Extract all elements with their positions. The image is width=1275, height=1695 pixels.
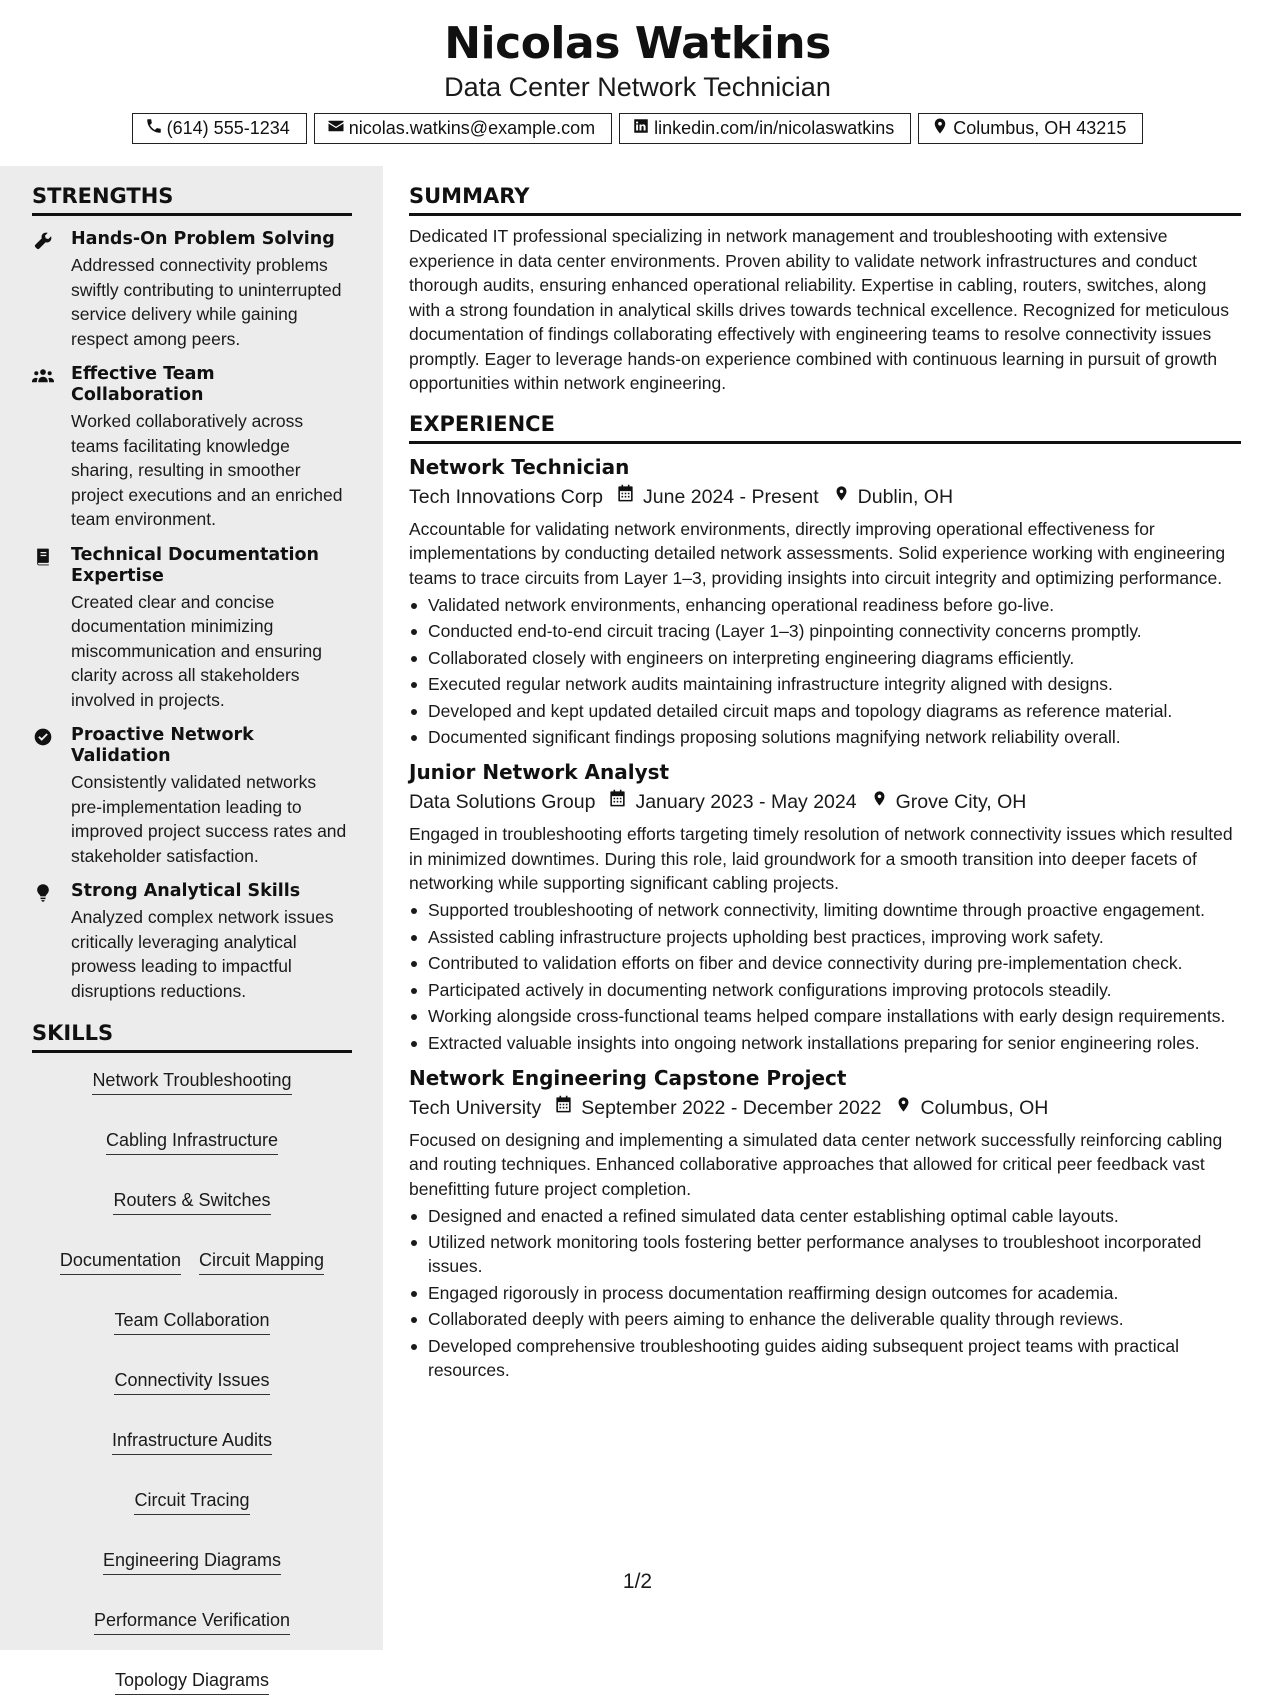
skill-tag: Routers & Switches [113,1189,270,1215]
job-bullet: Engaged rigorously in process documentation reaffirming design outcomes for academia. [409,1281,1241,1305]
users-icon [32,366,54,386]
job-bullet: Collaborated deeply with peers aiming to enhance the deliverable quality through reviews. [409,1307,1241,1331]
job-meta [409,787,1241,817]
job-bullet: Utilized network monitoring tools fostering better performance analyses to troubleshoot incorporated issues. [409,1230,1241,1278]
experience-section [409,412,1241,1382]
calendar-icon [541,1093,581,1123]
job-bullet: Participated actively in documenting network configurations improving protocols steadily. [409,978,1241,1002]
job-meta [409,482,1241,512]
strength-item [32,229,352,351]
linkedin-text[interactable]: linkedin.com/in/nicolaswatkins [654,118,895,138]
book-icon [32,547,54,567]
linkedin-icon [632,117,650,140]
skill-tag: Circuit Mapping [199,1249,324,1275]
company-name: Tech University [409,1096,542,1119]
job-dates: September 2022 - December 2022 [581,1096,882,1119]
skill-tag: Topology Diagrams [115,1669,269,1695]
skill-tag: Cabling Infrastructure [106,1129,278,1155]
job-bullets [409,898,1241,1055]
skill-tag: Connectivity Issues [114,1369,269,1395]
page-number: 1/2 [622,1570,653,1593]
job-bullet: Assisted cabling infrastructure projects upholding best practices, improving work safety. [409,925,1241,949]
job-title: Network Engineering Capstone Project [409,1065,847,1090]
job-bullet: Contributed to validation efforts on fiber and device connectivity during pre-implementation check. [409,951,1241,975]
job-bullet: Collaborated closely with engineers on interpreting engineering diagrams efficiently. [409,646,1241,670]
strength-item [32,545,352,713]
strength-title: Strong Analytical Skills [71,881,301,901]
summary-section [409,184,1241,396]
map-pin-icon [931,117,949,140]
candidate-name: Nicolas Watkins [444,18,831,69]
skill-tag: Documentation [60,1249,181,1275]
calendar-icon [595,787,635,817]
job-description: Accountable for validating network environments, directly improving operational effectiveness for implementations by conducting detailed network assessments. Solid experience working with engineering teams to trace circuits from Layer 1–3, providing insights into circuit integrity and optimizing performance. [409,518,1226,588]
company-name: Tech Innovations Corp [409,485,604,508]
skill-tag: Circuit Tracing [134,1489,249,1515]
job-entry [409,1063,1241,1382]
job-bullet: Conducted end-to-end circuit tracing (Layer 1–3) pinpointing connectivity concerns promptly. [409,619,1241,643]
contact-linkedin[interactable] [619,113,911,144]
job-location: Columbus, OH [920,1096,1049,1119]
job-dates: June 2024 - Present [643,485,819,508]
map-pin-icon [881,1093,920,1123]
contact-phone [132,113,307,144]
job-title: Network Technician [409,454,630,479]
job-bullet: Working alongside cross-functional teams helped compare installations with early design requirements. [409,1004,1241,1028]
job-bullet: Executed regular network audits maintaining infrastructure integrity aligned with designs. [409,672,1241,696]
skill-list [32,1069,352,1695]
calendar-icon [603,482,643,512]
skill-tag: Infrastructure Audits [112,1429,272,1455]
strength-description: Addressed connectivity problems swiftly contributing to uninterrupted service delivery while gaining respect among peers. [71,255,342,349]
strength-title: Effective Team Collaboration [71,364,215,405]
main-column [409,166,1241,1382]
job-title: Junior Network Analyst [409,760,670,784]
job-bullet: Designed and enacted a refined simulated data center establishing optimal cable layouts. [409,1204,1241,1228]
skill-tag: Team Collaboration [114,1309,269,1335]
summary-text: Dedicated IT professional specializing in network management and troubleshooting with extensive experience in data center environments. Proven ability to validate network infrastructures and conduct thorough audits, ensuring enhanced operational reliability. Expertise in cabling, routers, switches, along with a strong foundation in analytical skills drives towards technical excellence. Recognized for meticulous documentation of findings collaborating effectively with engineering teams to resolve connectivity issues promptly. Eager to leverage hands-on experience combined with continuous learning in pursuit of growth opportunities within network engineering. [409,226,1229,393]
map-pin-icon [819,482,858,512]
wrench-icon [32,231,54,251]
job-bullet: Developed and kept updated detailed circuit maps and topology diagrams as reference material. [409,699,1241,723]
location-text: Columbus, OH 43215 [953,118,1127,138]
job-location: Grove City, OH [895,791,1027,813]
job-dates: January 2023 - May 2024 [635,791,857,813]
envelope-icon [327,117,345,140]
lightbulb-icon [32,883,54,903]
strength-item [32,364,352,532]
company-name: Data Solutions Group [409,791,596,813]
strength-item [32,881,352,1003]
strength-title: Hands-On Problem Solving [71,229,335,249]
strength-description: Analyzed complex network issues critically leveraging analytical prowess leading to impactful disruptions reductions. [71,907,334,1001]
job-bullets [409,1204,1241,1382]
strengths-heading: STRENGTHS [32,184,352,216]
experience-heading: EXPERIENCE [409,412,1241,444]
contact-location [918,113,1143,144]
check-circle-icon [32,727,54,747]
strength-description: Created clear and concise documentation minimizing miscommunication and ensuring clarity across all stakeholders involved in projects. [71,591,322,710]
strength-description: Consistently validated networks pre-implementation leading to improved project success rates and stakeholder satisfaction. [71,772,347,866]
skill-tag: Engineering Diagrams [103,1549,281,1575]
summary-heading: SUMMARY [409,184,1241,216]
skill-tag: Performance Verification [94,1609,290,1635]
job-bullet: Validated network environments, enhancing operational readiness before go-live. [409,593,1241,617]
job-bullets [409,593,1241,750]
sidebar [0,166,383,1690]
job-description: Focused on designing and implementing a simulated data center network successfully reinforcing cabling and routing techniques. Enhanced collaborative approaches that allowed for critical peer feedback vast benefitting future project completion. [409,1129,1223,1199]
strength-description: Worked collaboratively across teams facilitating knowledge sharing, resulting in smoother project executions and an enriched team environment. [71,411,343,529]
strength-title: Technical Documentation Expertise [71,544,320,586]
phone-text: (614) 555-1234 [166,118,290,138]
map-pin-icon [857,787,896,817]
job-location: Dublin, OH [857,485,954,508]
candidate-title: Data Center Network Technician [444,72,831,102]
job-entry [409,757,1241,1055]
job-description: Engaged in troubleshooting efforts targeting timely resolution of network connectivity issues which resulted in minimized downtimes. During this role, laid groundwork for a smooth transition into deeper facets of networking while supporting significant cabling projects. [409,824,1233,893]
job-bullet: Supported troubleshooting of network connectivity, limiting downtime through proactive engagement. [409,898,1241,922]
job-bullet: Developed comprehensive troubleshooting guides aiding subsequent project teams with practical resources. [409,1334,1241,1382]
job-entry [409,452,1241,750]
skill-tag: Network Troubleshooting [92,1069,291,1095]
strength-title: Proactive Network Validation [71,725,254,766]
job-bullet: Extracted valuable insights into ongoing network installations preparing for senior engineering roles. [409,1031,1241,1055]
job-bullet: Documented significant findings proposing solutions magnifying network reliability overall. [409,725,1241,749]
contact-email[interactable] [314,113,612,144]
email-text[interactable]: nicolas.watkins@example.com [348,118,596,138]
job-meta [409,1093,1241,1123]
strengths-section [32,184,352,1003]
strength-item [32,725,352,868]
contact-bar [0,113,1275,144]
skills-heading: SKILLS [32,1021,352,1053]
phone-icon [145,117,163,140]
resume-header [0,0,1275,166]
